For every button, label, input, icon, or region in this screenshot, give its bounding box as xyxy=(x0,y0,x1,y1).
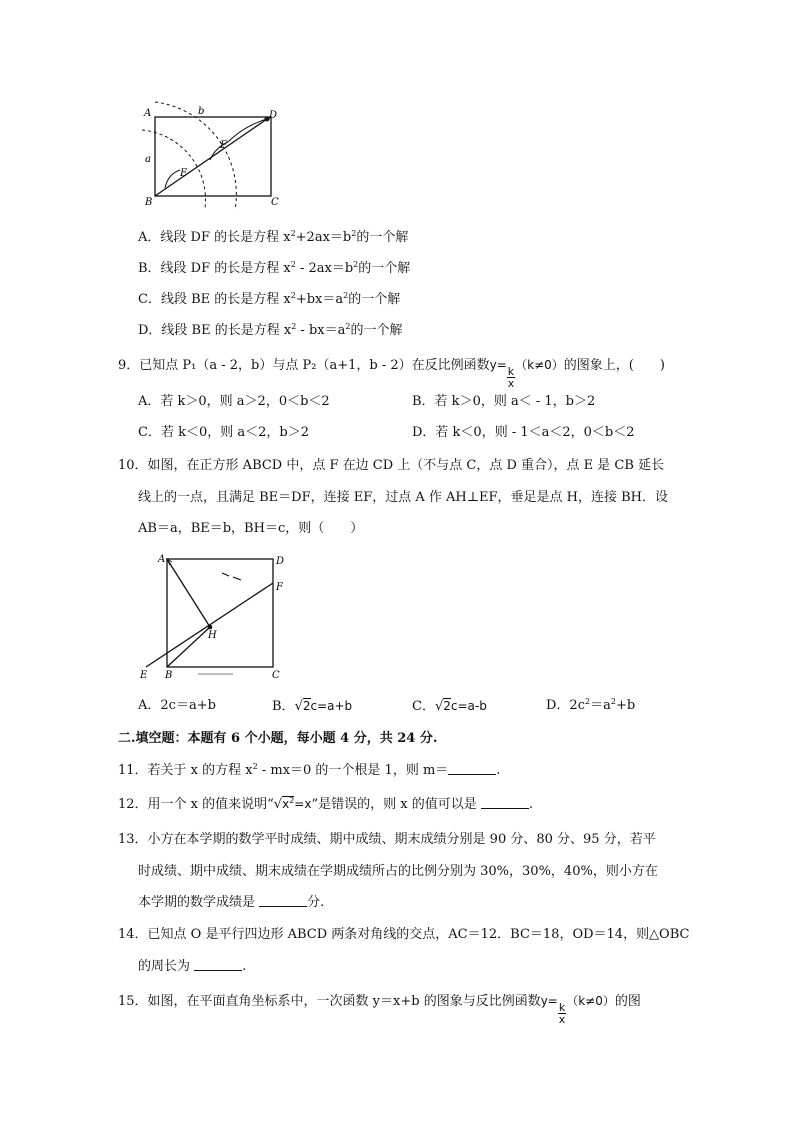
superscript: 2 xyxy=(290,229,296,238)
q15-frac-num: k xyxy=(558,1001,566,1014)
q10-c-text: c=a-b xyxy=(450,699,487,713)
superscript: 2 xyxy=(345,322,351,331)
superscript: 2 xyxy=(252,762,258,771)
q13-answer-blank[interactable] xyxy=(259,894,307,907)
q12-sqrt-body xyxy=(282,796,294,811)
fig2-label-F: F xyxy=(276,582,283,593)
q11-text2: - mx＝0 的一个根是 1，则 m＝ xyxy=(257,763,449,778)
q10-b-text: c=a+b xyxy=(310,699,353,713)
fig1-label-E: E xyxy=(180,168,188,179)
q14-text: 的周长为 xyxy=(138,959,191,974)
q15-post: 的图 xyxy=(614,994,641,1009)
q10-line-2: 线上的一点，且满足 BE＝DF，连接 EF，过点 A 作 AH⊥EF，垂足是点 H，连接 BH．设 xyxy=(138,490,668,505)
q12-text: 12．用一个 x 的值来说明“ xyxy=(118,797,274,812)
q9-stem xyxy=(118,356,665,389)
q8-option-c[interactable] xyxy=(138,291,400,309)
q9-option-b[interactable]: B．若 k＞0，则 a＜ - 1，b＞2 xyxy=(412,394,596,409)
superscript: 2 xyxy=(353,260,359,269)
fig1-label-C: C xyxy=(271,197,279,208)
superscript: 2 xyxy=(290,260,296,269)
q8-c-text2: +bx＝a xyxy=(295,292,344,307)
q12-text2: ”是错误的，则 x 的值可以是 xyxy=(311,797,477,812)
q9-post: 的图象上，( ) xyxy=(563,358,665,373)
q10-option-b[interactable] xyxy=(272,697,352,716)
q10-b-label: B． xyxy=(272,699,295,714)
q12-sqrt-post: =x xyxy=(294,797,312,811)
q10-d-text3: +b xyxy=(615,698,636,713)
q8-option-a[interactable] xyxy=(138,229,408,247)
q8-option-b[interactable] xyxy=(138,260,410,278)
q13-end: 分. xyxy=(307,895,325,910)
q9-cond: （k≠0） xyxy=(515,358,564,372)
q14-end: . xyxy=(242,959,247,974)
q12-end: . xyxy=(528,797,533,812)
figure-square-abcd xyxy=(138,550,290,682)
fig1-label-A: A xyxy=(144,108,152,119)
fig2-label-E: E xyxy=(140,670,148,681)
q10-c-sqrt-arg: 2 xyxy=(443,699,451,713)
fig1-label-b: b xyxy=(198,106,205,117)
superscript: 2 xyxy=(351,229,357,238)
q9-text: 9．已知点 P₁（a - 2，b）与点 P₂（a+1，b - 2）在反比例函数 xyxy=(118,358,490,373)
q15-frac-den: x xyxy=(558,1013,566,1026)
fig2-label-C: C xyxy=(272,670,280,681)
fig1-label-F: F xyxy=(220,140,227,151)
fig1-label-D: D xyxy=(269,110,278,121)
q13-line-1: 13．小方在本学期的数学平时成绩、期中成绩、期末成绩分别是 90 分、80 分、95 分，若平 xyxy=(118,832,656,847)
q15-text: 15．如图，在平面直角坐标系中，一次函数 y＝x+b 的图象与反比例函数 xyxy=(118,994,541,1009)
q9-option-d[interactable]: D．若 k＜0，则 - 1＜a＜2，0＜b＜2 xyxy=(412,425,635,440)
fig2-label-D: D xyxy=(276,556,285,567)
q15-fraction xyxy=(558,1002,566,1025)
q10-option-d[interactable] xyxy=(546,697,635,715)
q8-c-text3: 的一个解 xyxy=(348,292,401,307)
q8-b-text2: - 2ax＝b xyxy=(295,261,354,276)
q15-stem xyxy=(118,992,641,1025)
q14-line-1: 14．已知点 O 是平行四边形 ABCD 两条对角线的交点，AC＝12．BC＝18，OD＝14，则△OBC xyxy=(118,927,690,942)
q8-option-d[interactable] xyxy=(138,322,402,340)
q11-end: . xyxy=(496,763,501,778)
q15-cond: （k≠0） xyxy=(566,994,615,1008)
superscript: 2 xyxy=(584,697,591,706)
sqrt-icon: √ xyxy=(294,699,303,714)
q11 xyxy=(118,762,500,780)
q8-a-text2: +2ax＝b xyxy=(295,230,352,245)
q8-c-text: C．线段 BE 的长是方程 x xyxy=(138,292,291,307)
q13-text: 本学期的数学成绩是 xyxy=(138,895,256,910)
sqrt-icon: √ xyxy=(434,699,444,714)
q13-line-3 xyxy=(138,894,324,912)
q11-text: 11．若关于 x 的方程 x xyxy=(118,763,253,778)
q9-option-a[interactable]: A．若 k＞0，则 a＞2，0＜b＜2 xyxy=(138,394,330,409)
section-fill-in-heading: 二.填空题：本题有 6 个小题，每小题 4 分，共 24 分. xyxy=(118,731,438,746)
q8-b-text3: 的一个解 xyxy=(358,261,411,276)
q10-option-a[interactable]: A．2c＝a+b xyxy=(138,698,216,713)
fig1-label-a: a xyxy=(145,154,151,165)
q8-d-text: D．线段 BE 的长是方程 x xyxy=(138,323,292,338)
q10-line-3: AB＝a，BE＝b，BH＝c，则（ ） xyxy=(138,521,364,536)
q13-line-2: 时成绩、期中成绩、期末成绩在学期成绩所占的比例分别为 30%，30%，40%，则小方在 xyxy=(138,864,658,879)
q8-d-text3: 的一个解 xyxy=(350,323,403,338)
q14-line-2 xyxy=(138,958,246,976)
q12-answer-blank[interactable] xyxy=(481,796,529,809)
fig2-label-A: A xyxy=(158,554,166,565)
q8-a-text: A．线段 DF 的长是方程 x xyxy=(138,230,291,245)
q12-sqrt-x: x xyxy=(282,797,290,811)
q9-frac-den: x xyxy=(507,377,515,390)
q10-b-sqrt-arg: 2 xyxy=(302,699,311,713)
q15-func-y: y= xyxy=(540,994,558,1008)
fig2-label-H: H xyxy=(208,630,217,641)
q9-func-y: y= xyxy=(489,358,507,372)
q10-line-1: 10．如图，在正方形 ABCD 中，点 F 在边 CD 上（不与点 C，点 D 重合），点 E 是 CB 延长 xyxy=(118,458,665,473)
superscript: 2 xyxy=(290,291,296,300)
superscript: 2 xyxy=(291,322,297,331)
q10-d-text: D．2c xyxy=(546,698,585,713)
q11-answer-blank[interactable] xyxy=(448,762,496,775)
q10-option-c[interactable] xyxy=(412,697,487,716)
superscript: 2 xyxy=(343,291,349,300)
sqrt-icon: √ xyxy=(273,797,283,812)
q10-c-label: C． xyxy=(412,699,435,714)
q14-answer-blank[interactable] xyxy=(194,958,242,971)
q8-b-text: B．线段 DF 的长是方程 x xyxy=(138,261,291,276)
q12 xyxy=(118,795,533,814)
q9-fraction xyxy=(507,366,515,389)
q8-d-text2: - bx＝a xyxy=(296,323,346,338)
q10-d-text2: ＝a xyxy=(590,698,611,713)
fig1-label-B: B xyxy=(145,197,153,208)
q8-a-text3: 的一个解 xyxy=(356,230,409,245)
fig2-label-B: B xyxy=(165,670,173,681)
q9-option-c[interactable]: C．若 k＜0，则 a＜2，b＞2 xyxy=(138,425,309,440)
q9-frac-num: k xyxy=(507,365,515,378)
superscript: 2 xyxy=(289,796,295,805)
figure-rectangle-construction xyxy=(140,100,290,215)
superscript: 2 xyxy=(610,697,616,706)
